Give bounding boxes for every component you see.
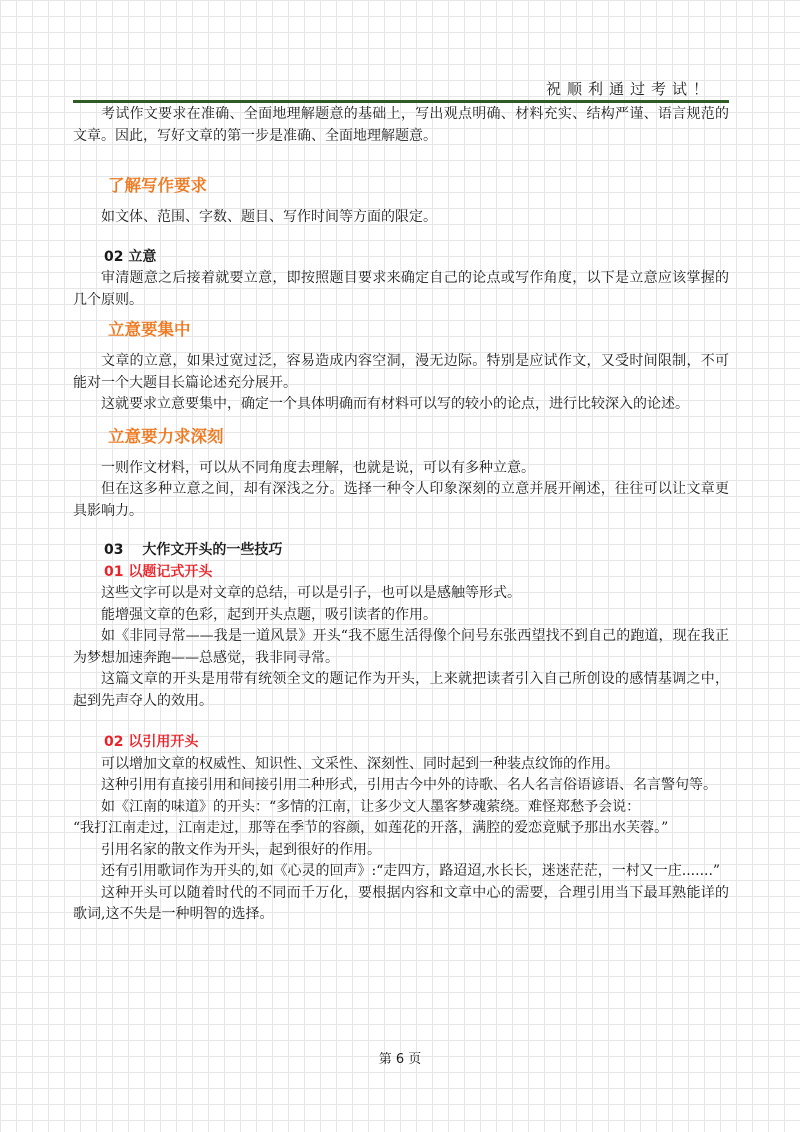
- subsection-heading-epigraph: 01 以题记式开头: [104, 563, 213, 580]
- paragraph: 这种引用有直接引用和间接引用二种形式，引用古今中外的诗歌、名人名言俗语谚语、名言警句等。: [101, 777, 717, 793]
- paragraph: 这就要求立意要集中，确定一个具体明确而有材料可以写的较小的论点，进行比较深入的论述。: [101, 396, 689, 412]
- paragraph: 能增强文章的色彩，起到开头点题，吸引读者的作用。: [101, 606, 437, 623]
- paragraph: 但在这多种立意之间，却有深浅之分。选择一种令人印象深刻的立意并展开阐述，往往可以让文章更具影响力。: [73, 481, 729, 519]
- quote-paragraph: “我打江南走过，江南走过，那等在季节的容颜，如莲花的开落，满腔的爱恋竟赋予那出水芙蓉。”: [73, 820, 669, 836]
- paragraph: 如文体、范围、字数、题目、写作时间等方面的限定。: [101, 209, 437, 225]
- section-heading-focus: 立意要集中: [108, 320, 191, 339]
- subsection-heading-quotation: 02 以引用开头: [104, 734, 199, 750]
- header-motto: 祝顺利通过考试！: [545, 80, 714, 98]
- paragraph: 这些文字可以是对文章的总结，可以是引子，也可以是感触等形式。: [101, 585, 521, 601]
- header-divider: [73, 100, 729, 103]
- paragraph: 还有引用歌词作为开头的,如《心灵的回声》:“走四方，路迢迢,水长长，迷迷茫茫，一村又一庄.......”: [101, 863, 721, 879]
- paragraph: 一则作文材料，可以从不同角度去理解，也就是说，可以有多种立意。: [101, 459, 535, 476]
- section-number-heading: 02 立意: [104, 248, 157, 265]
- paragraph: 文章的立意，如果过宽过泛，容易造成内容空洞，漫无边际。特别是应试作文，又受时间限制，不可能对一个大题目长篇论述充分展开。: [73, 353, 729, 391]
- paragraph: 审清题意之后接着就要立意，即按照题目要求来确定自己的论点或写作角度，以下是立意应该掌握的几个原则。: [73, 270, 729, 308]
- paragraph: 这篇文章的开头是用带有统领全文的题记作为开头，上来就把读者引入自己所创设的感情基调之中，起到先声夺人的效用。: [73, 671, 729, 709]
- paragraph: 如《江南的味道》的开头：“多情的江南，让多少文人墨客梦魂萦绕。难怪郑愁予会说：: [101, 798, 641, 815]
- paragraph: 这种开头可以随着时代的不同而千万化，要根据内容和文章中心的需要，合理引用当下最耳熟能详的歌词,这不失是一种明智的选择。: [73, 884, 729, 922]
- intro-paragraph: 考试作文要求在准确、全面地理解题意的基础上，写出观点明确、材料充实、结构严谨、语言规范的文章。因此，写好文章的第一步是准确、全面地理解题意。: [73, 106, 729, 144]
- section-number-heading: 03 大作文开头的一些技巧: [104, 542, 283, 558]
- paragraph: 引用名家的散文作为开头，起到很好的作用。: [101, 841, 381, 858]
- section-heading-depth: 立意要力求深刻: [108, 426, 224, 446]
- paragraph: 如《非同寻常——我是一道风景》开头“我不愿生活得像个问号东张西望找不到自己的跑道，现在我正为梦想加速奔跑——总感觉，我非同寻常。: [73, 628, 729, 666]
- page-number: 第 6 页: [378, 1052, 422, 1067]
- section-heading-requirements: 了解写作要求: [108, 176, 207, 195]
- paragraph: 可以增加文章的权威性、知识性、文采性、深刻性、同时起到一种装点纹饰的作用。: [101, 755, 619, 772]
- page-content: [73, 104, 729, 926]
